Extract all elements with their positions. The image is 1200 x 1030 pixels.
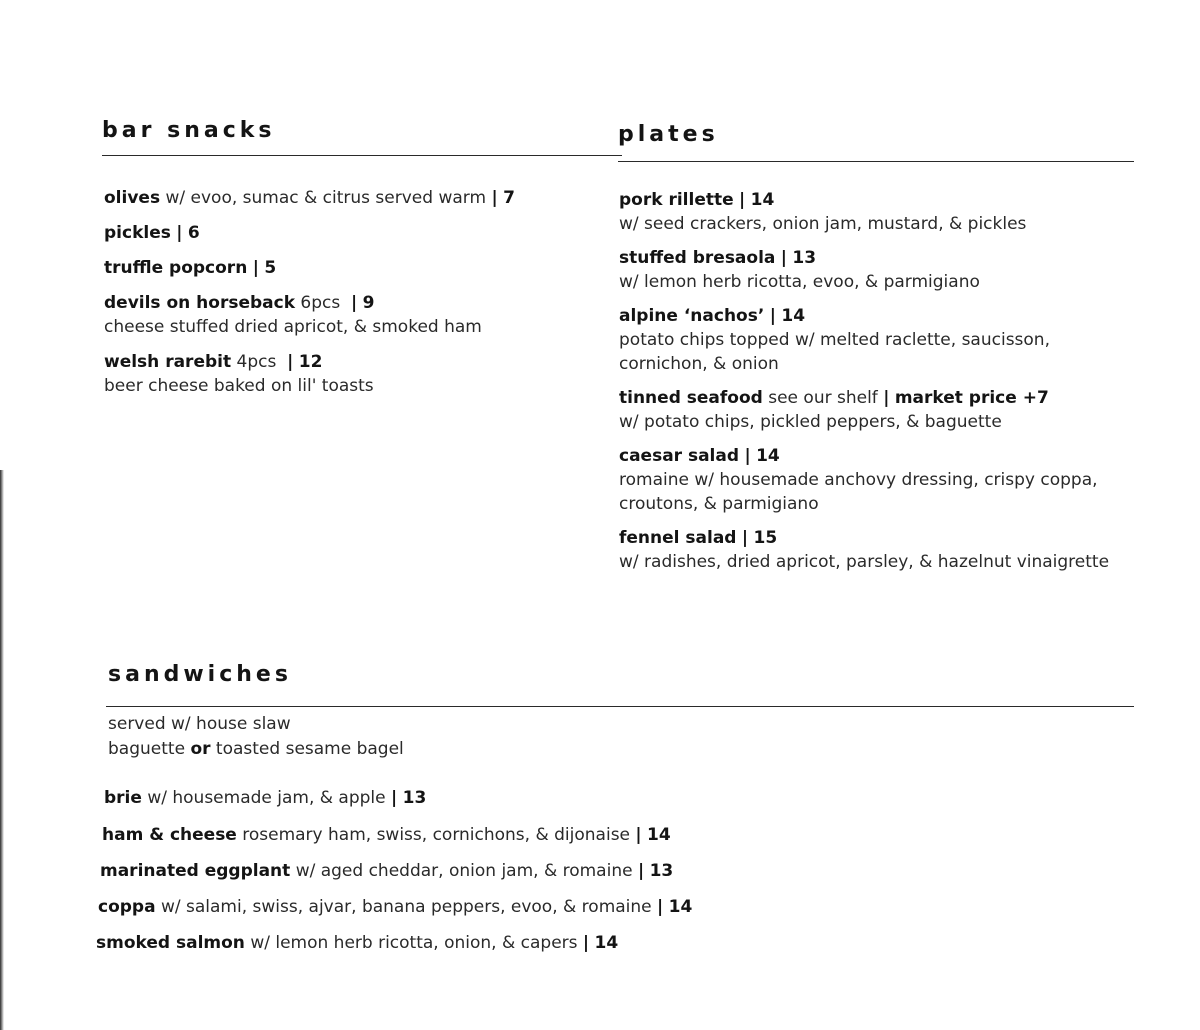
item-note: w/ housemade jam, & apple bbox=[147, 788, 386, 808]
item-price: 13 bbox=[792, 248, 817, 268]
item-name: ham & cheese bbox=[102, 825, 237, 845]
menu-item: welsh rarebit 4pcs | 12 beer cheese baked on lil' toasts bbox=[104, 350, 604, 398]
menu-item: brie w/ housemade jam, & apple | 13 bbox=[104, 788, 427, 808]
item-price: 14 bbox=[668, 897, 693, 917]
menu-item: coppa w/ salami, swiss, ajvar, banana peppers, evoo, & romaine | 14 bbox=[98, 897, 693, 917]
bar-snacks-rule bbox=[102, 155, 622, 156]
menu-item: pork rillette | 14 w/ seed crackers, onion jam, mustard, & pickles bbox=[619, 188, 1139, 236]
menu-item: stuffed bresaola | 13 w/ lemon herb ricotta, evoo, & parmigiano bbox=[619, 246, 1139, 294]
item-note: w/ lemon herb ricotta, onion, & capers bbox=[250, 933, 578, 953]
plates-title: plates bbox=[618, 122, 719, 147]
item-description: potato chips topped w/ melted raclette, saucisson, cornichon, & onion bbox=[619, 330, 1050, 374]
item-name: brie bbox=[104, 788, 142, 808]
menu-item: smoked salmon w/ lemon herb ricotta, onion, & capers | 14 bbox=[96, 933, 619, 953]
menu-item: pickles | 6 bbox=[104, 223, 200, 243]
menu-item: caesar salad | 14 romaine w/ housemade anchovy dressing, crispy coppa, croutons, & parmigiano bbox=[619, 444, 1139, 516]
item-price: 6 bbox=[187, 223, 200, 243]
plates-list bbox=[619, 188, 1139, 574]
sandwiches-title: sandwiches bbox=[108, 662, 292, 687]
item-name: alpine ‘nachos’ bbox=[619, 306, 765, 326]
item-price: 14 bbox=[781, 306, 806, 326]
item-description: cheese stuffed dried apricot, & smoked ham bbox=[104, 317, 482, 337]
item-description: w/ radishes, dried apricot, parsley, & hazelnut vinaigrette bbox=[619, 552, 1110, 572]
item-price: 9 bbox=[362, 293, 375, 313]
item-price: market price +7 bbox=[894, 388, 1049, 408]
item-name: stuffed bresaola bbox=[619, 248, 776, 268]
menu-item: marinated eggplant w/ aged cheddar, onion jam, & romaine | 13 bbox=[100, 861, 674, 881]
item-price: 15 bbox=[753, 528, 778, 548]
menu-item: devils on horseback 6pcs | 9 cheese stuffed dried apricot, & smoked ham bbox=[104, 291, 604, 339]
menu-item: tinned seafood see our shelf | market price +7 w/ potato chips, pickled peppers, & baguette bbox=[619, 386, 1139, 434]
sandwiches-note bbox=[108, 712, 404, 762]
item-description: w/ potato chips, pickled peppers, & baguette bbox=[619, 412, 1002, 432]
menu-item: truffle popcorn | 5 bbox=[104, 258, 277, 278]
item-price: 14 bbox=[647, 825, 671, 845]
item-name: smoked salmon bbox=[96, 933, 245, 953]
item-price: 13 bbox=[649, 861, 674, 881]
bar-snacks-list bbox=[104, 186, 604, 398]
sandwiches-rule bbox=[106, 706, 1134, 707]
page-edge-shadow bbox=[0, 470, 4, 1030]
item-name: devils on horseback bbox=[104, 293, 296, 313]
item-name: welsh rarebit bbox=[104, 352, 232, 372]
item-name: tinned seafood bbox=[619, 388, 763, 408]
item-price: 14 bbox=[756, 446, 780, 466]
item-price: 5 bbox=[264, 258, 277, 278]
item-note: rosemary ham, swiss, cornichons, & dijonaise bbox=[242, 825, 631, 845]
item-description: romaine w/ housemade anchovy dressing, crispy coppa, croutons, & parmigiano bbox=[619, 470, 1098, 514]
item-note: 6pcs bbox=[300, 293, 341, 313]
menu-item: ham & cheese rosemary ham, swiss, cornichons, & dijonaise | 14 bbox=[102, 825, 671, 845]
item-name: fennel salad bbox=[619, 528, 737, 548]
item-price: 7 bbox=[503, 188, 515, 208]
item-name: pickles bbox=[104, 223, 171, 243]
item-name: olives bbox=[104, 188, 161, 208]
item-note: see our shelf bbox=[768, 388, 878, 408]
item-note: w/ evoo, sumac & citrus served warm bbox=[165, 188, 487, 208]
item-description: w/ seed crackers, onion jam, mustard, & pickles bbox=[619, 214, 1027, 234]
plates-rule bbox=[618, 161, 1134, 162]
item-note: w/ salami, swiss, ajvar, banana peppers, evoo, & romaine bbox=[160, 897, 652, 917]
item-description: beer cheese baked on lil' toasts bbox=[104, 376, 374, 396]
item-price: 14 bbox=[750, 190, 775, 210]
item-name: pork rillette bbox=[619, 190, 734, 210]
item-description: w/ lemon herb ricotta, evoo, & parmigiano bbox=[619, 272, 980, 292]
menu-item: alpine ‘nachos’ | 14 potato chips topped w/ melted raclette, saucisson, cornichon, & onion bbox=[619, 304, 1139, 376]
item-name: coppa bbox=[98, 897, 156, 917]
item-name: marinated eggplant bbox=[100, 861, 291, 881]
menu-item: olives w/ evoo, sumac & citrus served warm | 7 bbox=[104, 188, 515, 208]
item-note: w/ aged cheddar, onion jam, & romaine bbox=[295, 861, 633, 881]
bar-snacks-title: bar snacks bbox=[102, 118, 276, 143]
sandwiches-note-line: served w/ house slaw bbox=[108, 714, 291, 734]
item-note: 4pcs bbox=[236, 352, 277, 372]
item-name: caesar salad bbox=[619, 446, 740, 466]
item-name: truffle popcorn bbox=[104, 258, 248, 278]
item-price: 13 bbox=[402, 788, 427, 808]
sandwiches-bread-choice: baguette or toasted sesame bagel bbox=[108, 739, 404, 759]
item-price: 12 bbox=[298, 352, 323, 372]
menu-item: fennel salad | 15 w/ radishes, dried apricot, parsley, & hazelnut vinaigrette bbox=[619, 526, 1139, 574]
item-price: 14 bbox=[594, 933, 619, 953]
